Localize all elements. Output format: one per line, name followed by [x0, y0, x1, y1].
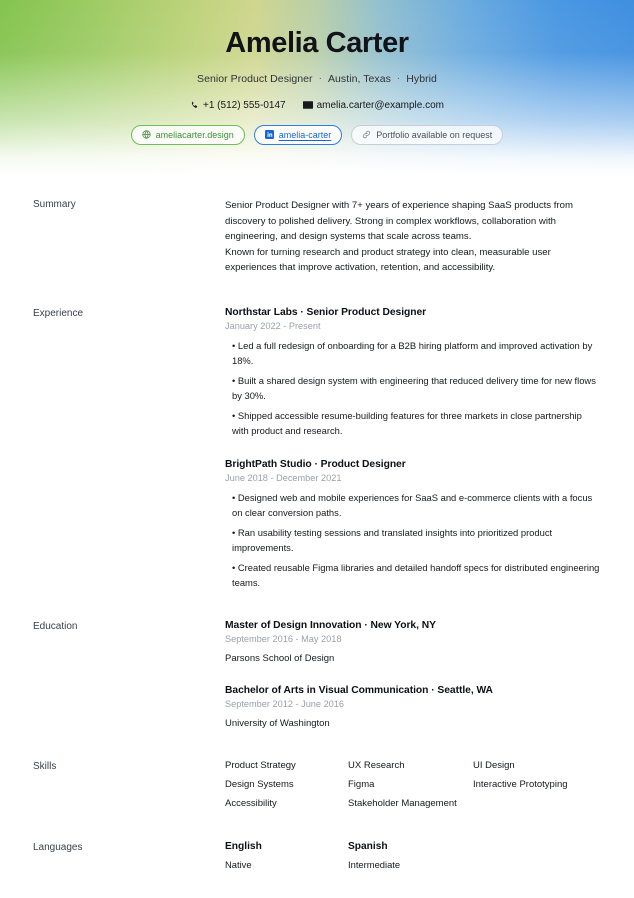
experience-dates: January 2022 - Present — [225, 320, 321, 331]
linkedin-pill[interactable] — [254, 125, 343, 145]
section-label-skills: Skills — [33, 761, 57, 773]
section-label-summary: Summary — [33, 199, 76, 210]
bullet-item: • Designed web and mobile experiences for SaaS and e-commerce clients with a focus on clear conversion paths. — [232, 491, 593, 518]
skills-content — [225, 760, 601, 809]
section-label-languages: Languages — [33, 842, 83, 854]
bullet-item: • Created reusable Figma libraries and detailed handoff specs for distributed engineering teams. — [232, 562, 600, 589]
website-pill[interactable] — [131, 125, 245, 145]
languages-content — [225, 841, 601, 870]
bullet-item: • Shipped accessible resume-building features for three markets in close partnership with product and research. — [232, 409, 582, 436]
summary-content — [225, 198, 601, 276]
skill-item — [473, 798, 601, 809]
education-title: Master of Design Innovation · New York, NY — [225, 620, 436, 632]
education-title: Bachelor of Arts in Visual Communication · Seattle, WA — [225, 685, 493, 697]
skill-item: Accessibility — [225, 798, 277, 810]
skill-item: Interactive Prototyping — [473, 779, 568, 791]
experience-content — [225, 307, 601, 591]
section-skills — [33, 760, 601, 809]
section-experience — [33, 307, 601, 591]
link-icon — [362, 130, 371, 139]
linkedin-icon — [265, 130, 274, 139]
section-label-education: Education — [33, 621, 78, 633]
skill-item: Stakeholder Management — [348, 798, 457, 810]
section-languages — [33, 841, 601, 870]
section-education — [33, 620, 601, 729]
headline-location: Austin, Texas — [327, 72, 391, 85]
skills-grid — [225, 760, 601, 809]
contact-row — [190, 100, 444, 111]
education-entry — [225, 685, 601, 729]
education-institution: University of Washington — [225, 718, 330, 730]
headline-work-mode: Hybrid — [406, 72, 437, 85]
summary-paragraph: Senior Product Designer with 7+ years of experience shaping SaaS products from discovery to polished delivery. Strong in complex workflows, collaboration with engineering, and design systems that scale across teams. — [225, 200, 573, 243]
website-pill-label: ameliacarter.design — [155, 129, 234, 140]
education-content — [225, 620, 601, 729]
page-title: Amelia Carter — [225, 27, 409, 59]
experience-dates: June 2018 - December 2021 — [225, 472, 342, 483]
languages-grid — [225, 841, 601, 870]
bullet-item: • Built a shared design system with engineering that reduced delivery time for new flows by 30%. — [232, 374, 596, 401]
experience-entry — [225, 459, 601, 590]
section-label-experience: Experience — [33, 307, 84, 319]
headline-separator-1: · — [318, 73, 322, 85]
experience-title: Northstar Labs · Senior Product Designer — [225, 306, 427, 318]
portfolio-pill-label: Portfolio available on request — [376, 129, 493, 140]
skill-item: UI Design — [473, 760, 515, 772]
resume-body — [0, 198, 634, 870]
language-name: English — [225, 841, 262, 853]
skill-item: Figma — [348, 779, 375, 791]
headline — [197, 73, 437, 85]
phone-number: +1 (512) 555-0147 — [203, 99, 286, 111]
bullet-item: • Ran usability testing sessions and translated insights into prioritized product improvements. — [232, 527, 553, 554]
education-dates: September 2016 - May 2018 — [225, 634, 342, 645]
education-dates: September 2012 - June 2016 — [225, 699, 345, 710]
skill-item: Product Strategy — [225, 760, 296, 772]
contact-phone[interactable] — [190, 100, 286, 111]
envelope-icon — [303, 101, 313, 109]
resume-header — [0, 0, 634, 176]
language-level: Intermediate — [348, 859, 401, 871]
experience-entry — [225, 307, 601, 438]
education-entry — [225, 620, 601, 664]
phone-icon — [190, 101, 199, 110]
email-address: amelia.carter@example.com — [316, 99, 444, 111]
headline-separator-2: · — [396, 73, 401, 85]
skill-item: UX Research — [348, 760, 405, 772]
linkedin-pill-label: amelia-carter — [278, 129, 332, 140]
links-row — [131, 125, 504, 145]
section-summary — [33, 198, 601, 276]
portfolio-pill[interactable] — [351, 125, 503, 145]
headline-role: Senior Product Designer — [197, 72, 313, 85]
bullet-item: • Led a full redesign of onboarding for a B2B hiring platform and improved activation by 18%. — [232, 339, 593, 366]
skill-item: Design Systems — [225, 779, 294, 791]
summary-paragraph: Known for turning research and product strategy into clean, measurable user experiences that improve activation, retention, and accessibility. — [225, 246, 551, 274]
experience-bullets — [225, 490, 601, 590]
language-level: Native — [225, 859, 252, 871]
contact-email[interactable] — [303, 100, 444, 111]
globe-icon — [142, 130, 151, 139]
experience-bullets — [225, 338, 601, 438]
experience-title: BrightPath Studio · Product Designer — [225, 458, 406, 470]
education-institution: Parsons School of Design — [225, 653, 335, 665]
language-name: Spanish — [348, 841, 388, 853]
